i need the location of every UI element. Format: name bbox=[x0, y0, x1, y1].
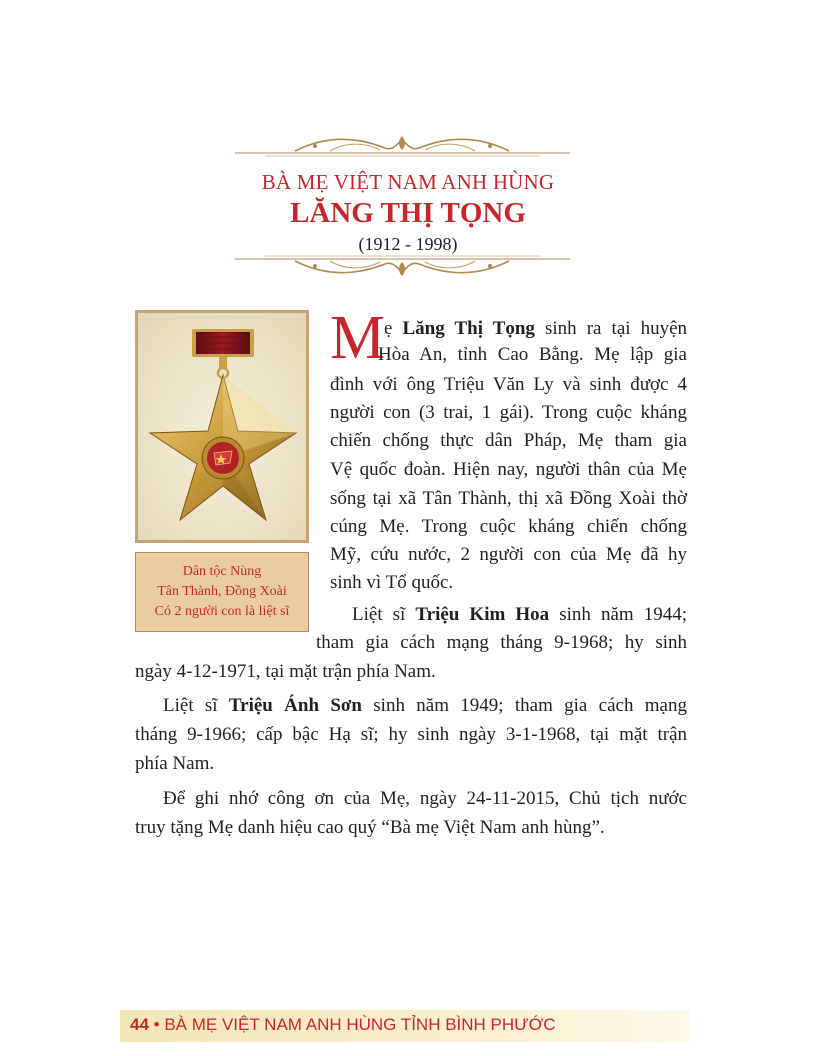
text-run: sinh năm 1944; bbox=[549, 604, 687, 625]
page-number: 44 bbox=[130, 1015, 149, 1034]
caption-line: Dân tộc Nùng bbox=[182, 564, 262, 579]
paragraph-line: Để ghi nhớ công ơn của Mẹ, ngày 24-11-2015, Chủ tịch nước bbox=[163, 788, 687, 809]
text-run: ẹ bbox=[384, 318, 403, 339]
paragraph-line: phía Nam. bbox=[135, 753, 215, 774]
page-footer bbox=[120, 1010, 690, 1042]
text-run: sinh ra tại huyện bbox=[534, 318, 688, 339]
paragraph-line bbox=[384, 316, 687, 342]
paragraph-line: chiến chống thực dân Pháp, Mẹ tham gia bbox=[330, 430, 687, 451]
paragraph-line bbox=[352, 602, 687, 628]
person-name: Triệu Ánh Sơn bbox=[228, 695, 362, 716]
heading-title: LĂNG THỊ TỌNG bbox=[290, 197, 526, 229]
ornament-top-divider bbox=[235, 134, 570, 158]
footer-text bbox=[130, 1015, 556, 1035]
medal-star-icon bbox=[138, 313, 306, 540]
caption-line: Tân Thành, Đồng Xoài bbox=[157, 584, 287, 599]
paragraph-line: Mỹ, cứu nước, 2 người con của Mẹ đã hy bbox=[330, 544, 687, 565]
heading-years: (1912 - 1998) bbox=[358, 234, 458, 254]
caption-line: Có 2 người con là liệt sĩ bbox=[154, 604, 290, 619]
text-run: sinh năm 1949; tham gia cách mạng bbox=[361, 695, 687, 716]
paragraph-line: Hòa An, tỉnh Cao Bằng. Mẹ lập gia bbox=[378, 344, 687, 365]
text-run: Liệt sĩ bbox=[163, 695, 229, 716]
paragraph-line: tháng 9-1966; cấp bậc Hạ sĩ; hy sinh ngày 3-1-1968, tại mặt trận bbox=[135, 724, 687, 745]
text-run: Liệt sĩ bbox=[352, 604, 416, 625]
paragraph-line bbox=[163, 693, 687, 719]
book-title: BÀ MẸ VIỆT NAM ANH HÙNG TỈNH BÌNH PHƯỚC bbox=[164, 1015, 556, 1034]
paragraph-line: đình với ông Triệu Văn Ly và sinh được 4 bbox=[330, 374, 687, 395]
paragraph-line: người con (3 trai, 1 gái). Trong cuộc kháng bbox=[330, 402, 687, 423]
heading-subtitle: BÀ MẸ VIỆT NAM ANH HÙNG bbox=[261, 170, 555, 194]
person-name: Lăng Thị Tọng bbox=[402, 318, 535, 339]
photo-caption bbox=[135, 552, 309, 632]
paragraph-line: tham gia cách mạng tháng 9-1968; hy sinh bbox=[316, 632, 687, 653]
paragraph-line: Vệ quốc đoàn. Hiện nay, người thân của Mẹ bbox=[330, 459, 687, 480]
paragraph-line: cúng Mẹ. Trong cuộc kháng chiến chống bbox=[330, 516, 687, 537]
paragraph-line: ngày 4-12-1971, tại mặt trận phía Nam. bbox=[135, 661, 436, 682]
footer-separator: • bbox=[153, 1015, 160, 1034]
person-name: Triệu Kim Hoa bbox=[415, 604, 550, 625]
paragraph-line: truy tặng Mẹ danh hiệu cao quý “Bà mẹ Việt Nam anh hùng”. bbox=[135, 817, 605, 838]
medal-photo bbox=[135, 310, 309, 543]
drop-cap: M bbox=[330, 304, 386, 372]
ornament-bottom-divider bbox=[235, 254, 570, 278]
paragraph-line: sinh vì Tổ quốc. bbox=[330, 572, 454, 593]
paragraph-line: sống tại xã Tân Thành, thị xã Đồng Xoài thờ bbox=[330, 488, 687, 509]
